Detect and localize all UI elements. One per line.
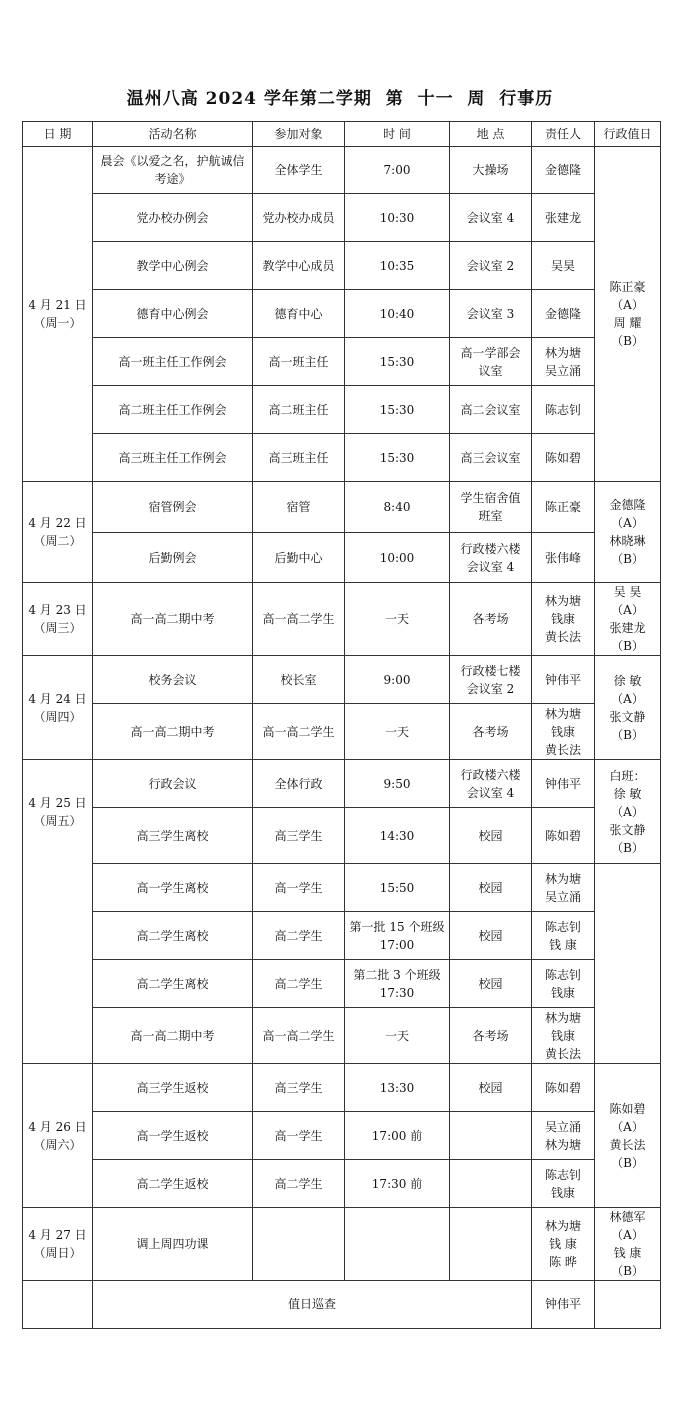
location-cell: 高二会议室 bbox=[450, 386, 532, 434]
table-row bbox=[23, 386, 661, 434]
table-row bbox=[23, 656, 661, 704]
header-time: 时 间 bbox=[345, 122, 450, 147]
activity-cell: 高二学生离校 bbox=[93, 912, 253, 960]
location-cell: 高三会议室 bbox=[450, 434, 532, 482]
table-row bbox=[23, 338, 661, 386]
table-row bbox=[23, 960, 661, 1008]
owner-cell: 陈如碧 bbox=[532, 808, 595, 864]
location-cell: 行政楼六楼 会议室 4 bbox=[450, 533, 532, 583]
location-cell: 各考场 bbox=[450, 1008, 532, 1064]
duty-cell: 林德军 （A） 钱 康 （B） bbox=[595, 1208, 661, 1281]
patrol-owner-cell: 钟伟平 bbox=[532, 1281, 595, 1329]
location-cell: 各考场 bbox=[450, 704, 532, 760]
owner-cell: 陈如碧 bbox=[532, 434, 595, 482]
header-owner: 责任人 bbox=[532, 122, 595, 147]
owner-cell: 金德隆 bbox=[532, 290, 595, 338]
owner-cell: 张建龙 bbox=[532, 194, 595, 242]
location-cell: 学生宿舍值 班室 bbox=[450, 482, 532, 533]
activity-cell: 高三学生返校 bbox=[93, 1064, 253, 1112]
patrol-date-cell bbox=[23, 1281, 93, 1329]
location-cell: 行政楼七楼 会议室 2 bbox=[450, 656, 532, 704]
day-date-cell: 4 月 22 日 （周二） bbox=[23, 482, 93, 583]
participants-cell: 党办校办成员 bbox=[253, 194, 345, 242]
time-cell: 10:30 bbox=[345, 194, 450, 242]
activity-cell: 调上周四功课 bbox=[93, 1208, 253, 1281]
patrol-row bbox=[23, 1281, 661, 1329]
location-cell: 各考场 bbox=[450, 583, 532, 656]
owner-cell: 林为塘 钱康 黄长法 bbox=[532, 704, 595, 760]
table-row bbox=[23, 1008, 661, 1064]
participants-cell: 宿管 bbox=[253, 482, 345, 533]
table-row bbox=[23, 1112, 661, 1160]
day-date-cell: 4 月 21 日 （周一） bbox=[23, 147, 93, 482]
table-row bbox=[23, 1208, 661, 1281]
activity-cell: 行政会议 bbox=[93, 760, 253, 808]
time-cell: 15:30 bbox=[345, 386, 450, 434]
location-cell bbox=[450, 1112, 532, 1160]
owner-cell: 林为塘 吴立涌 bbox=[532, 338, 595, 386]
time-cell: 9:00 bbox=[345, 656, 450, 704]
time-cell: 10:40 bbox=[345, 290, 450, 338]
table-row bbox=[23, 1064, 661, 1112]
owner-cell: 张伟峰 bbox=[532, 533, 595, 583]
activity-cell: 高二学生离校 bbox=[93, 960, 253, 1008]
duty-cell: 吴 昊 （A） 张建龙 （B） bbox=[595, 583, 661, 656]
table-row bbox=[23, 194, 661, 242]
owner-cell: 陈正豪 bbox=[532, 482, 595, 533]
activity-cell: 高一高二期中考 bbox=[93, 583, 253, 656]
owner-cell: 林为塘 钱康 黄长法 bbox=[532, 583, 595, 656]
table-row bbox=[23, 808, 661, 864]
location-cell bbox=[450, 1208, 532, 1281]
page-title: 温州八高 2024 学年第二学期 第 十一 周 行事历 bbox=[126, 89, 554, 109]
time-cell: 10:35 bbox=[345, 242, 450, 290]
participants-cell: 高二班主任 bbox=[253, 386, 345, 434]
activity-cell: 宿管例会 bbox=[93, 482, 253, 533]
activity-cell: 德育中心例会 bbox=[93, 290, 253, 338]
activity-cell: 高一学生返校 bbox=[93, 1112, 253, 1160]
participants-cell: 全体学生 bbox=[253, 147, 345, 194]
table-row bbox=[23, 912, 661, 960]
owner-cell: 金德隆 bbox=[532, 147, 595, 194]
time-cell: 15:30 bbox=[345, 338, 450, 386]
time-cell bbox=[345, 1208, 450, 1281]
day-date-cell: 4 月 23 日 （周三） bbox=[23, 583, 93, 656]
time-cell: 8:40 bbox=[345, 482, 450, 533]
time-cell: 14:30 bbox=[345, 808, 450, 864]
table-row bbox=[23, 434, 661, 482]
activity-cell: 高三学生离校 bbox=[93, 808, 253, 864]
patrol-duty-cell bbox=[595, 1281, 661, 1329]
participants-cell: 高一学生 bbox=[253, 1112, 345, 1160]
activity-cell: 高一高二期中考 bbox=[93, 1008, 253, 1064]
activity-cell: 教学中心例会 bbox=[93, 242, 253, 290]
day-date-cell: 4 月 27 日 （周日） bbox=[23, 1208, 93, 1281]
participants-cell: 高三学生 bbox=[253, 808, 345, 864]
table-row bbox=[23, 290, 661, 338]
time-cell: 13:30 bbox=[345, 1064, 450, 1112]
owner-cell: 林为塘 吴立涌 bbox=[532, 864, 595, 912]
activity-cell: 后勤例会 bbox=[93, 533, 253, 583]
day-date-cell: 4 月 24 日 （周四） bbox=[23, 656, 93, 760]
day-date-cell: 4 月 26 日 （周六） bbox=[23, 1064, 93, 1208]
participants-cell: 高二学生 bbox=[253, 1160, 345, 1208]
patrol-label: 值日巡查 bbox=[93, 1281, 532, 1329]
location-cell: 校园 bbox=[450, 960, 532, 1008]
owner-cell: 陈志钊 钱 康 bbox=[532, 912, 595, 960]
time-cell: 7:00 bbox=[345, 147, 450, 194]
table-row bbox=[23, 147, 661, 194]
location-cell: 行政楼六楼 会议室 4 bbox=[450, 760, 532, 808]
location-cell: 会议室 2 bbox=[450, 242, 532, 290]
activity-cell: 高三班主任工作例会 bbox=[93, 434, 253, 482]
owner-cell: 吴昊 bbox=[532, 242, 595, 290]
location-cell: 会议室 4 bbox=[450, 194, 532, 242]
header-activity: 活动名称 bbox=[93, 122, 253, 147]
time-cell: 15:50 bbox=[345, 864, 450, 912]
duty-cell: 白班： 徐 敏 （A） 张文静 （B） bbox=[595, 760, 661, 864]
activity-cell: 高二学生返校 bbox=[93, 1160, 253, 1208]
header-row bbox=[23, 122, 661, 147]
duty-empty-cell bbox=[595, 864, 661, 1064]
participants-cell: 德育中心 bbox=[253, 290, 345, 338]
location-cell: 校园 bbox=[450, 912, 532, 960]
time-cell: 一天 bbox=[345, 704, 450, 760]
table-row bbox=[23, 760, 661, 808]
location-cell: 校园 bbox=[450, 864, 532, 912]
time-cell: 17:30 前 bbox=[345, 1160, 450, 1208]
duty-cell: 徐 敏 （A） 张文静 （B） bbox=[595, 656, 661, 760]
participants-cell: 高一高二学生 bbox=[253, 1008, 345, 1064]
duty-cell: 陈如碧 （A） 黄长法 （B） bbox=[595, 1064, 661, 1208]
time-cell: 15:30 bbox=[345, 434, 450, 482]
owner-cell: 吴立涌 林为塘 bbox=[532, 1112, 595, 1160]
table-row bbox=[23, 1160, 661, 1208]
owner-cell: 陈如碧 bbox=[532, 1064, 595, 1112]
activity-cell: 高二班主任工作例会 bbox=[93, 386, 253, 434]
table-row bbox=[23, 583, 661, 656]
owner-cell: 林为塘 钱 康 陈 晔 bbox=[532, 1208, 595, 1281]
activity-cell: 校务会议 bbox=[93, 656, 253, 704]
activity-cell: 高一班主任工作例会 bbox=[93, 338, 253, 386]
time-cell: 9:50 bbox=[345, 760, 450, 808]
participants-cell: 高二学生 bbox=[253, 912, 345, 960]
participants-cell: 高三班主任 bbox=[253, 434, 345, 482]
table-row bbox=[23, 482, 661, 533]
header-participants: 参加对象 bbox=[253, 122, 345, 147]
activity-cell: 高一高二期中考 bbox=[93, 704, 253, 760]
participants-cell: 全体行政 bbox=[253, 760, 345, 808]
location-cell bbox=[450, 1160, 532, 1208]
activity-cell: 高一学生离校 bbox=[93, 864, 253, 912]
header-location: 地 点 bbox=[450, 122, 532, 147]
owner-cell: 钟伟平 bbox=[532, 760, 595, 808]
activity-cell: 晨会《以爱之名，护航诚信 考途》 bbox=[93, 147, 253, 194]
time-cell: 一天 bbox=[345, 1008, 450, 1064]
owner-cell: 陈志钊 钱康 bbox=[532, 1160, 595, 1208]
time-cell: 第一批 15 个班级 17:00 bbox=[345, 912, 450, 960]
time-cell: 一天 bbox=[345, 583, 450, 656]
header-duty: 行政值日 bbox=[595, 122, 661, 147]
participants-cell: 校长室 bbox=[253, 656, 345, 704]
table-row bbox=[23, 533, 661, 583]
participants-cell: 高一高二学生 bbox=[253, 704, 345, 760]
schedule-body bbox=[23, 147, 661, 1329]
owner-cell: 陈志钊 钱康 bbox=[532, 960, 595, 1008]
duty-cell: 金德隆 （A） 林晓琳 （B） bbox=[595, 482, 661, 583]
time-cell: 10:00 bbox=[345, 533, 450, 583]
location-cell: 校园 bbox=[450, 1064, 532, 1112]
day-date-cell: 4 月 25 日 （周五） bbox=[23, 760, 93, 1064]
owner-cell: 陈志钊 bbox=[532, 386, 595, 434]
location-cell: 高一学部会 议室 bbox=[450, 338, 532, 386]
location-cell: 大操场 bbox=[450, 147, 532, 194]
table-row bbox=[23, 864, 661, 912]
participants-cell: 高一学生 bbox=[253, 864, 345, 912]
owner-cell: 钟伟平 bbox=[532, 656, 595, 704]
participants-cell: 高一高二学生 bbox=[253, 583, 345, 656]
participants-cell: 教学中心成员 bbox=[253, 242, 345, 290]
participants-cell: 高三学生 bbox=[253, 1064, 345, 1112]
header-date: 日 期 bbox=[23, 122, 93, 147]
participants-cell: 高二学生 bbox=[253, 960, 345, 1008]
schedule-table bbox=[22, 121, 661, 1329]
participants-cell: 高一班主任 bbox=[253, 338, 345, 386]
location-cell: 会议室 3 bbox=[450, 290, 532, 338]
duty-cell: 陈正豪 （A） 周 耀 （B） bbox=[595, 147, 661, 482]
participants-cell bbox=[253, 1208, 345, 1281]
time-cell: 17:00 前 bbox=[345, 1112, 450, 1160]
participants-cell: 后勤中心 bbox=[253, 533, 345, 583]
table-row bbox=[23, 704, 661, 760]
table-row bbox=[23, 242, 661, 290]
activity-cell: 党办校办例会 bbox=[93, 194, 253, 242]
time-cell: 第二批 3 个班级 17:30 bbox=[345, 960, 450, 1008]
owner-cell: 林为塘 钱康 黄长法 bbox=[532, 1008, 595, 1064]
location-cell: 校园 bbox=[450, 808, 532, 864]
